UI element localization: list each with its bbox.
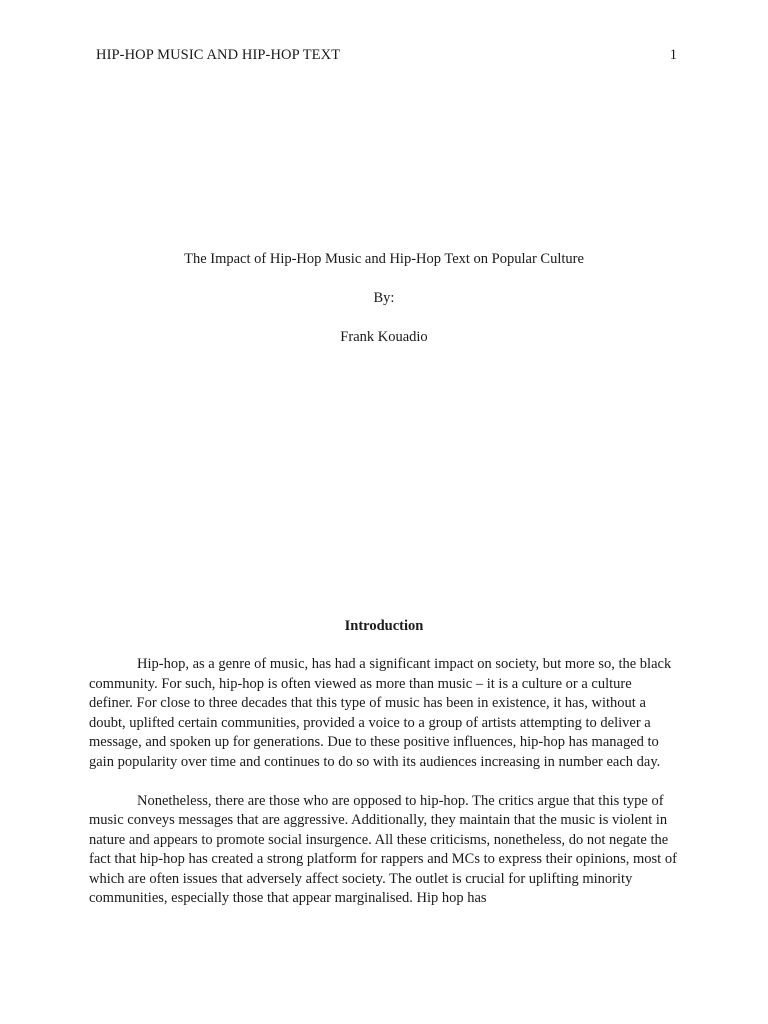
- running-head: HIP-HOP MUSIC AND HIP-HOP TEXT: [96, 47, 341, 63]
- body-text: [89, 655, 679, 928]
- by-label: By:: [373, 290, 395, 306]
- title-block: [0, 249, 768, 366]
- paragraph: Nonetheless, there are those who are opposed to hip-hop. The critics argue that this type of music conveys messages that are aggressive. Additionally, they maintain that the music is violent in nature and appears to promote social insurgence. All these criticisms, nonetheless, do not negate the fact that hip-hop has created a strong platform for rappers and MCs to express their opinions, most of which are often issues that adversely affect society. The outlet is crucial for uplifting minority communities, especially those that appear marginalised. Hip hop has: [89, 792, 677, 906]
- author-name: Frank Kouadio: [340, 329, 428, 345]
- paper-title: The Impact of Hip-Hop Music and Hip-Hop Text on Popular Culture: [184, 251, 584, 267]
- section-heading-introduction: Introduction: [344, 618, 424, 634]
- page-number: 1: [669, 47, 677, 63]
- paragraph: Hip-hop, as a genre of music, has had a significant impact on society, but more so, the black community. For such, hip-hop is often viewed as more than music – it is a culture or a culture definer. For close to three decades that this type of music has been in existence, it has, without a doubt, uplifted certain communities, provided a voice to a group of artists attempting to deliver a message, and spoken up for generations. Due to these positive influences, hip-hop has managed to gain popularity over time and continues to do so with its audiences increasing in number each day.: [89, 656, 672, 770]
